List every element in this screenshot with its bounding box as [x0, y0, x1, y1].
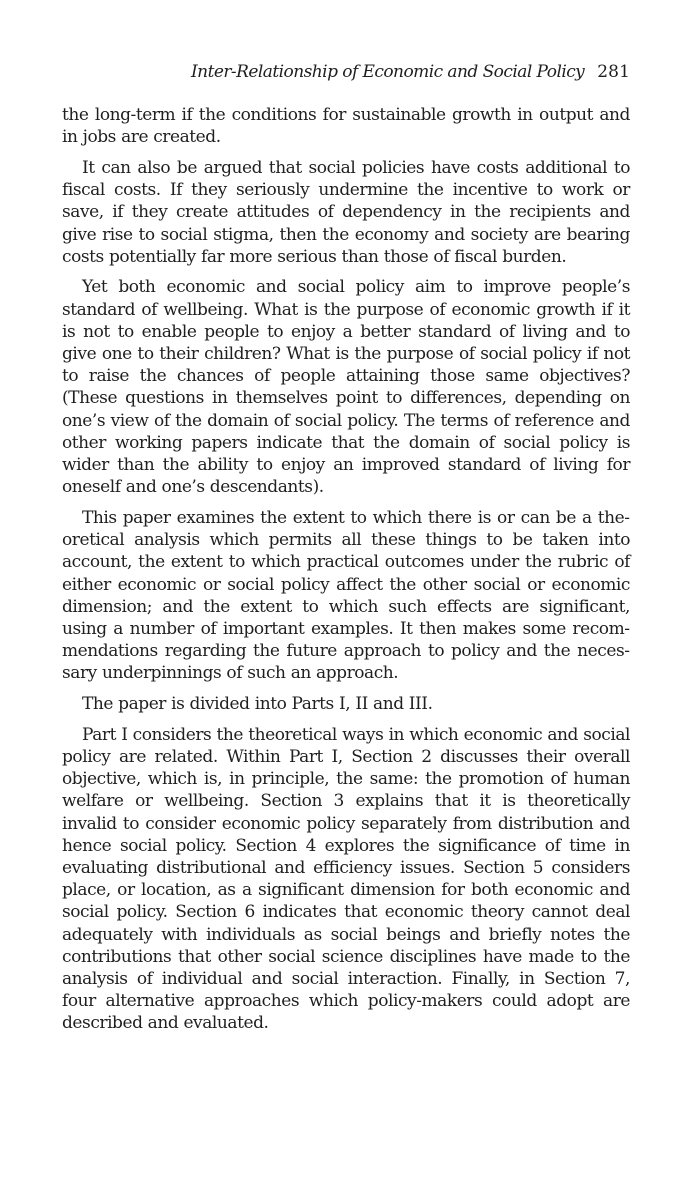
paragraph-shared-aim: Yet both economic and social policy aim to improve people’s standard of wellbeing. What is the purpose of economic growth if it is not to enable people to enjoy a better standard of living and to give one to their children? What is the purpose of social policy if not to raise the chances of people attaining those same objectives? (These questions in themselves point to differences, depending on one’s view of the domain of social policy. The terms of reference and other working papers indicate that the domain of social policy is wider than the ability to enjoy an improved standard of living for oneself and one’s descendants). — [62, 277, 630, 498]
paragraph-paper-scope: This paper examines the extent to which there is or can be a theoretical analysis which permits all these things to be taken into account, the extent to which practical outcomes under the rubric of either economic or social policy affect the other social or economic dimension; and the extent to which such effects are significant, using a number of important examples. It then makes some recommendations regarding the future approach to policy and the necessary underpinnings of such an approach. — [62, 507, 630, 684]
body-text — [62, 104, 630, 1035]
paragraph-paper-parts: The paper is divided into Parts I, II and III. — [82, 694, 433, 715]
running-header — [191, 62, 630, 86]
page-number: 281 — [597, 62, 630, 82]
paragraph-social-policy-costs: It can also be argued that social policies have costs additional to fiscal costs. If they seriously undermine the incentive to work or save, if they create attitudes of dependency in the recipients and give rise to social stigma, then the economy and society are bearing costs potentially far more serious than those of fiscal burden. — [62, 157, 630, 267]
book-page — [62, 0, 630, 1181]
paragraph-continuation: the long-term if the conditions for sustainable growth in output and in jobs are created. — [62, 105, 630, 148]
paragraph-part-one-summary: Part I considers the theoretical ways in which economic and social policy are related. Within Part I, Section 2 discusses their overall objective, which is, in principle, the same: the promotion of human welfare or wellbeing. Section 3 explains that it is theoretically invalid to consider economic policy separately from distribution and hence social policy. Section 4 explores the significance of time in evaluating distributional and efficiency issues. Section 5 considers place, or location, as a significant dimension for both economic and social policy. Section 6 indicates that economic theory cannot deal adequately with individuals as social beings and briefly notes the contributions that other social science disciplines have made to the analysis of individual and social interaction. Finally, in Section 7, four alternative approaches which policy-makers could adopt are described and evaluated. — [62, 724, 630, 1034]
running-title: Inter-Relationship of Economic and Social Policy — [191, 62, 585, 82]
